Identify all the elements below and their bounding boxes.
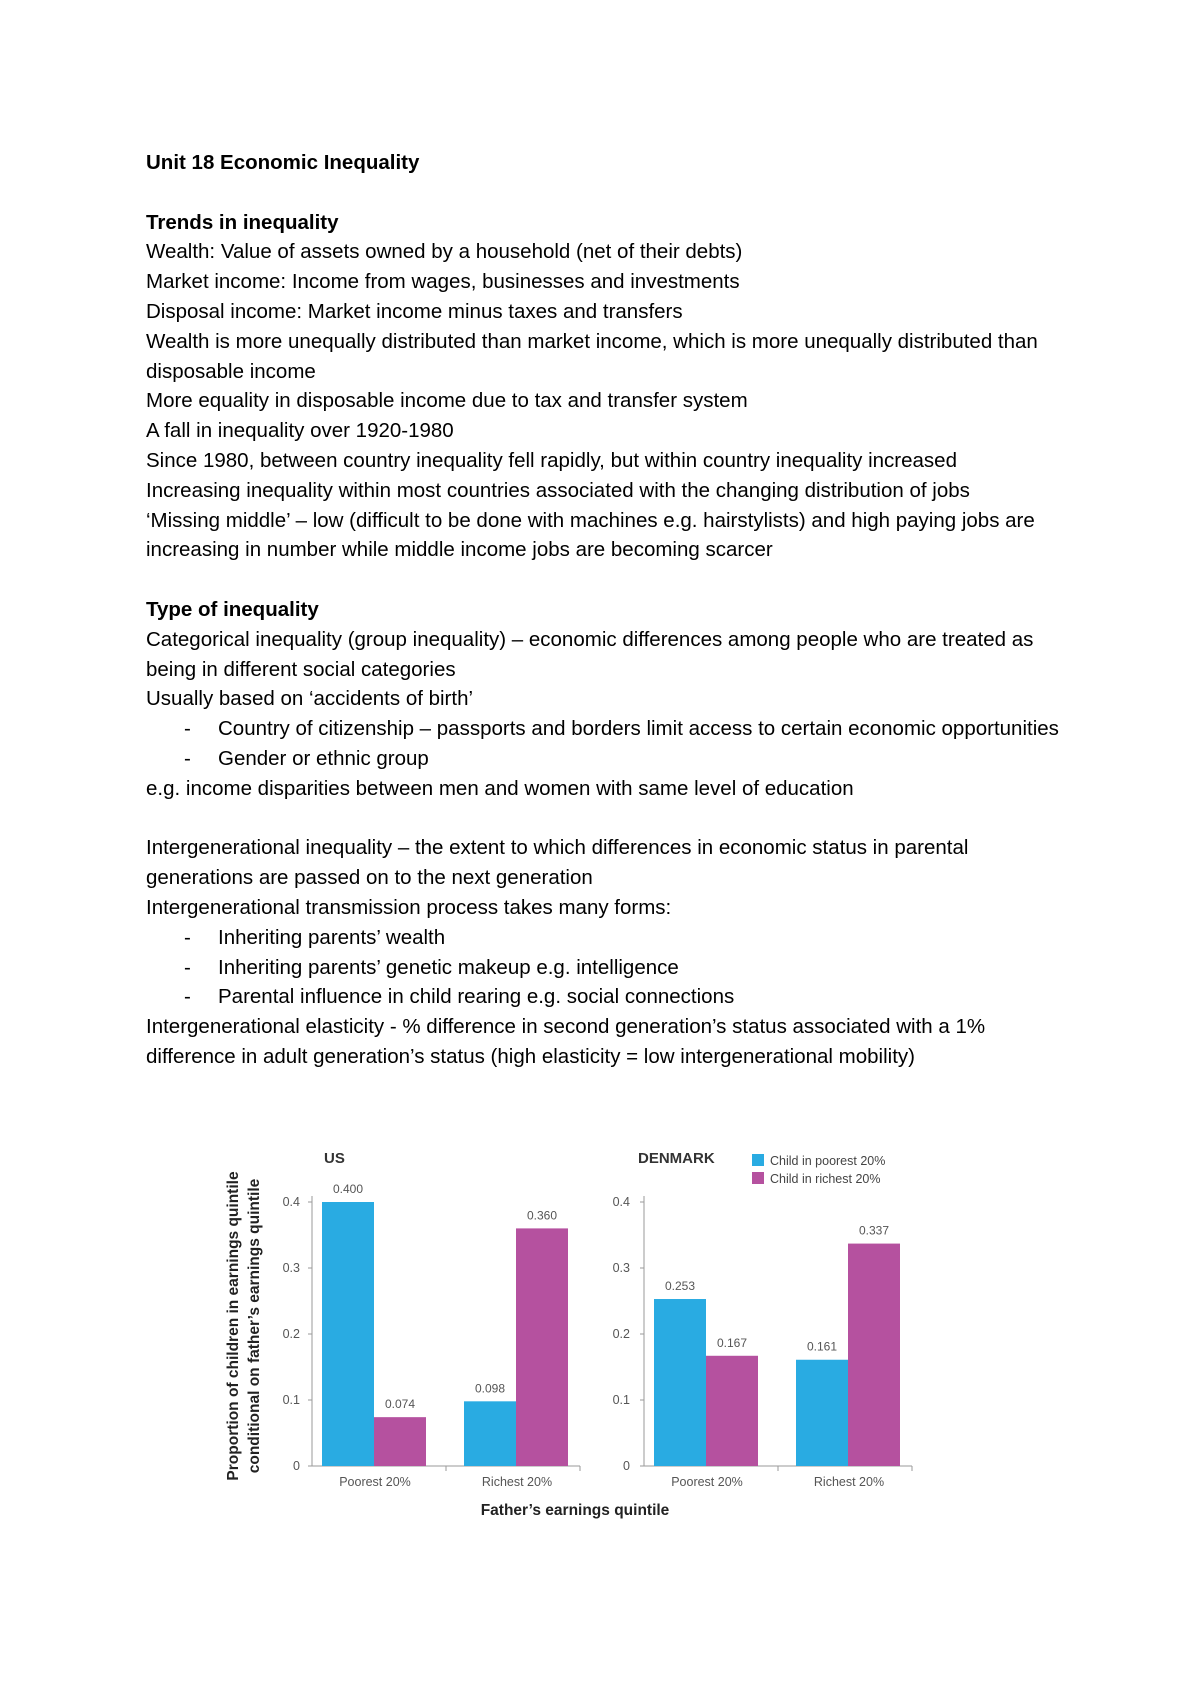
y-tick-label: 0.3 — [282, 1261, 300, 1275]
bar — [654, 1299, 706, 1466]
text-line: Market income: Income from wages, businesses and investments — [146, 270, 740, 294]
bar — [848, 1244, 900, 1466]
document-body — [146, 148, 1066, 1072]
bar — [464, 1401, 516, 1466]
text-line: Categorical inequality (group inequality) – economic differences among people who are treated as being in different social categories — [146, 627, 1034, 681]
text-line: e.g. income disparities between men and women with same level of education — [146, 776, 854, 800]
y-tick-label: 0.2 — [612, 1327, 630, 1341]
y-tick-label: 0.4 — [612, 1195, 630, 1209]
bullet-item — [146, 953, 1066, 983]
y-axis-title: Proportion of children in earnings quintile — [225, 1171, 242, 1481]
section-heading-types: Type of inequality — [146, 597, 319, 621]
bar-value-label: 0.360 — [526, 1208, 558, 1223]
text-line: Intergenerational elasticity - % difference in second generation’s status associated with a 1% difference in adult generation’s status (high elasticity = low intergenerational mobility) — [146, 1015, 986, 1068]
text-line: A fall in inequality over 1920-1980 — [146, 419, 454, 443]
dash-bullet-icon: - — [184, 746, 191, 770]
bar-value-label: 0.098 — [474, 1381, 506, 1396]
text-line: Wealth is more unequally distributed than market income, which is more unequally distributed than disposable income — [146, 329, 1038, 383]
x-tick-label: Poorest 20% — [339, 1475, 411, 1489]
y-tick-label: 0.1 — [282, 1393, 300, 1407]
bar — [516, 1228, 568, 1466]
bar-value-label: 0.161 — [806, 1339, 838, 1354]
bullet-text: Inheriting parents’ genetic makeup e.g. intelligence — [218, 955, 679, 979]
text-line: Intergenerational inequality – the extent to which differences in economic status in parental generations are passed on to the next generation — [146, 836, 969, 890]
mobility-chart — [220, 1140, 940, 1530]
legend-swatch — [752, 1154, 764, 1166]
bullet-text: Gender or ethnic group — [218, 746, 429, 770]
bullet-item — [146, 982, 1066, 1012]
x-tick-label: Poorest 20% — [671, 1475, 743, 1489]
dash-bullet-icon: - — [184, 925, 191, 949]
panel-title: DENMARK — [638, 1150, 715, 1167]
text-line: Since 1980, between country inequality fell rapidly, but within country inequality increased — [146, 448, 957, 472]
bullet-item — [146, 714, 1066, 744]
bar-value-label: 0.400 — [332, 1182, 364, 1196]
document-title: Unit 18 Economic Inequality — [146, 151, 420, 174]
chart-svg — [220, 1140, 940, 1530]
bar-value-label: 0.074 — [384, 1397, 416, 1412]
text-line: Disposal income: Market income minus taxes and transfers — [146, 299, 683, 323]
bullet-text: Inheriting parents’ wealth — [218, 925, 446, 949]
y-tick-label: 0 — [293, 1459, 300, 1473]
bar — [706, 1356, 758, 1466]
bar — [374, 1417, 426, 1466]
dash-bullet-icon: - — [184, 985, 191, 1009]
legend-label: Child in poorest 20% — [770, 1154, 886, 1168]
x-tick-label: Richest 20% — [813, 1475, 885, 1489]
y-tick-label: 0.2 — [282, 1327, 300, 1341]
bar — [322, 1202, 374, 1466]
text-line: Usually based on ‘accidents of birth’ — [146, 687, 474, 711]
dash-bullet-icon: - — [184, 955, 191, 979]
y-tick-label: 0 — [623, 1459, 630, 1473]
panel-title: US — [324, 1150, 345, 1167]
legend-swatch — [752, 1172, 764, 1184]
text-line: More equality in disposable income due to tax and transfer system — [146, 389, 748, 413]
section-heading-trends: Trends in inequality — [146, 210, 339, 234]
bar-value-label: 0.337 — [858, 1223, 890, 1238]
text-line: Increasing inequality within most countries associated with the changing distribution of jobs — [146, 478, 970, 502]
bullet-text: Parental influence in child rearing e.g. social connections — [218, 985, 735, 1009]
bullet-item — [146, 744, 1066, 774]
y-tick-label: 0.1 — [612, 1393, 630, 1407]
bar-value-label: 0.253 — [664, 1279, 696, 1294]
text-line: Wealth: Value of assets owned by a household (net of their debts) — [146, 240, 743, 264]
bar — [796, 1360, 848, 1466]
y-tick-label: 0.4 — [282, 1195, 300, 1209]
bullet-item — [146, 923, 1066, 953]
legend-label: Child in richest 20% — [770, 1172, 881, 1186]
bullet-text: Country of citizenship – passports and borders limit access to certain economic opportunities — [218, 717, 1059, 741]
x-axis-title: Father’s earnings quintile — [480, 1502, 670, 1519]
text-line: Intergenerational transmission process takes many forms: — [146, 895, 672, 919]
y-tick-label: 0.3 — [612, 1261, 630, 1275]
dash-bullet-icon: - — [184, 717, 191, 741]
y-axis-title: conditional on father’s earnings quintile — [246, 1178, 263, 1474]
text-line: ‘Missing middle’ – low (difficult to be done with machines e.g. hairstylists) and high paying jobs are increasing in number while middle income jobs are becoming scarcer — [146, 508, 1035, 562]
x-tick-label: Richest 20% — [481, 1475, 553, 1489]
bar-value-label: 0.167 — [716, 1335, 748, 1350]
